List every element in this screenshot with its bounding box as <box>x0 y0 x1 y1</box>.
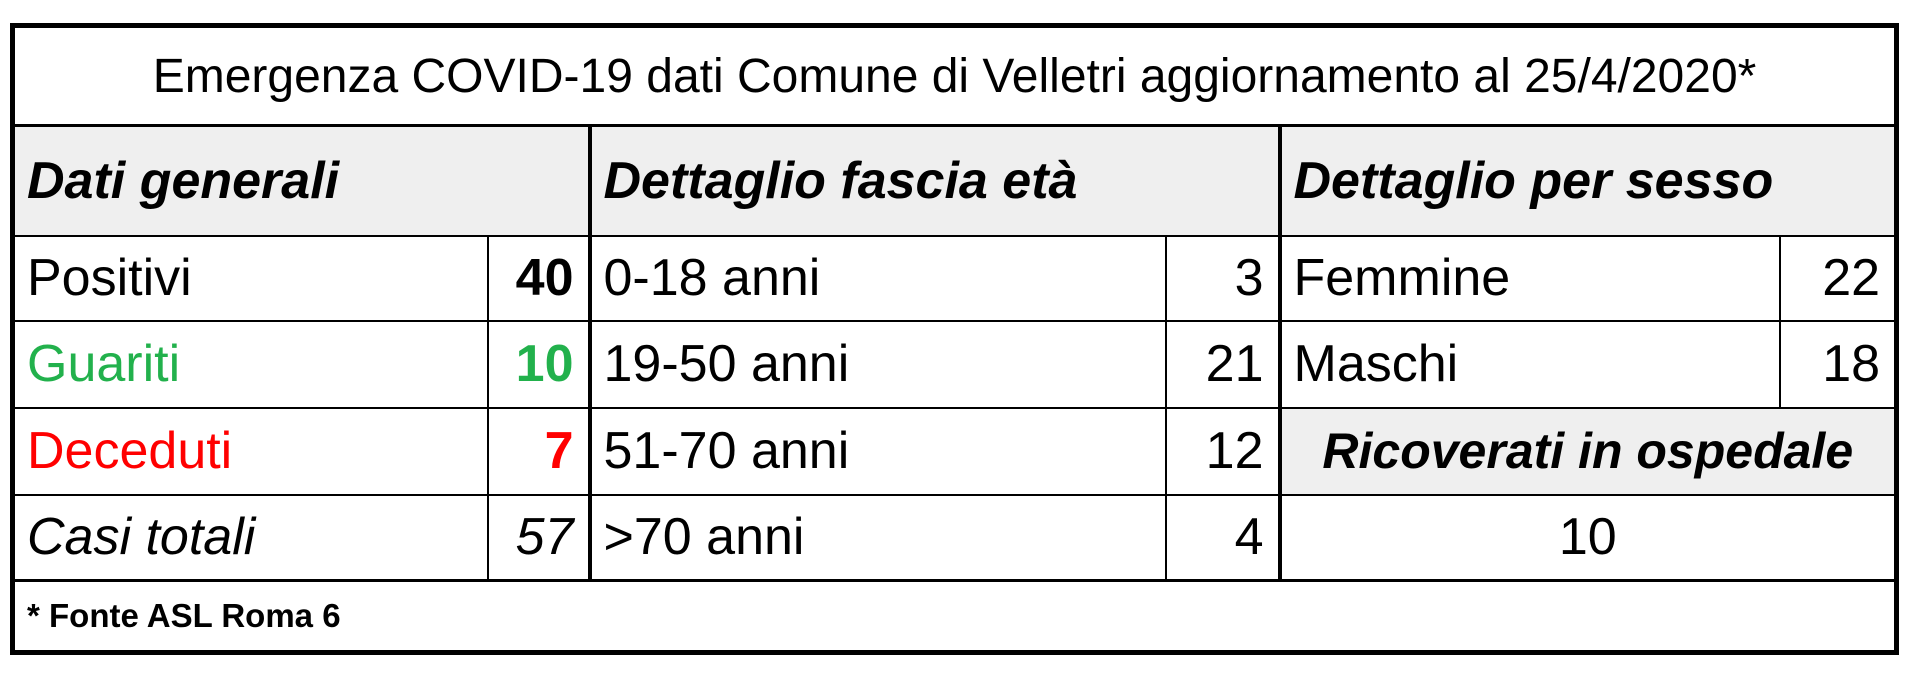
age-19-50-label: 19-50 anni <box>590 321 1166 408</box>
casi-totali-label: Casi totali <box>13 495 488 581</box>
femmine-value: 22 <box>1780 236 1897 321</box>
maschi-label: Maschi <box>1280 321 1780 408</box>
group-header-fascia-eta: Dettaglio fascia età <box>590 126 1280 236</box>
positivi-value: 40 <box>488 236 590 321</box>
age-over-70-value: 4 <box>1166 495 1280 581</box>
deceduti-value: 7 <box>488 408 590 495</box>
age-51-70-label: 51-70 anni <box>590 408 1166 495</box>
casi-totali-value: 57 <box>488 495 590 581</box>
table-row <box>13 236 1897 321</box>
age-over-70-label: >70 anni <box>590 495 1166 581</box>
group-header-per-sesso: Dettaglio per sesso <box>1280 126 1897 236</box>
maschi-value: 18 <box>1780 321 1897 408</box>
positivi-label: Positivi <box>13 236 488 321</box>
deceduti-label: Deceduti <box>13 408 488 495</box>
ricoverati-header: Ricoverati in ospedale <box>1280 408 1897 495</box>
covid-table <box>10 23 1899 655</box>
table-row <box>13 321 1897 408</box>
age-0-18-label: 0-18 anni <box>590 236 1166 321</box>
age-51-70-value: 12 <box>1166 408 1280 495</box>
guariti-value: 10 <box>488 321 590 408</box>
femmine-label: Femmine <box>1280 236 1780 321</box>
group-header-dati-generali: Dati generali <box>13 126 590 236</box>
table-row <box>13 408 1897 495</box>
guariti-label: Guariti <box>13 321 488 408</box>
table-row <box>13 495 1897 581</box>
ricoverati-value: 10 <box>1280 495 1897 581</box>
age-19-50-value: 21 <box>1166 321 1280 408</box>
age-0-18-value: 3 <box>1166 236 1280 321</box>
table-title: Emergenza COVID-19 dati Comune di Velletri aggiornamento al 25/4/2020* <box>13 26 1897 126</box>
source-note: * Fonte ASL Roma 6 <box>27 597 341 634</box>
